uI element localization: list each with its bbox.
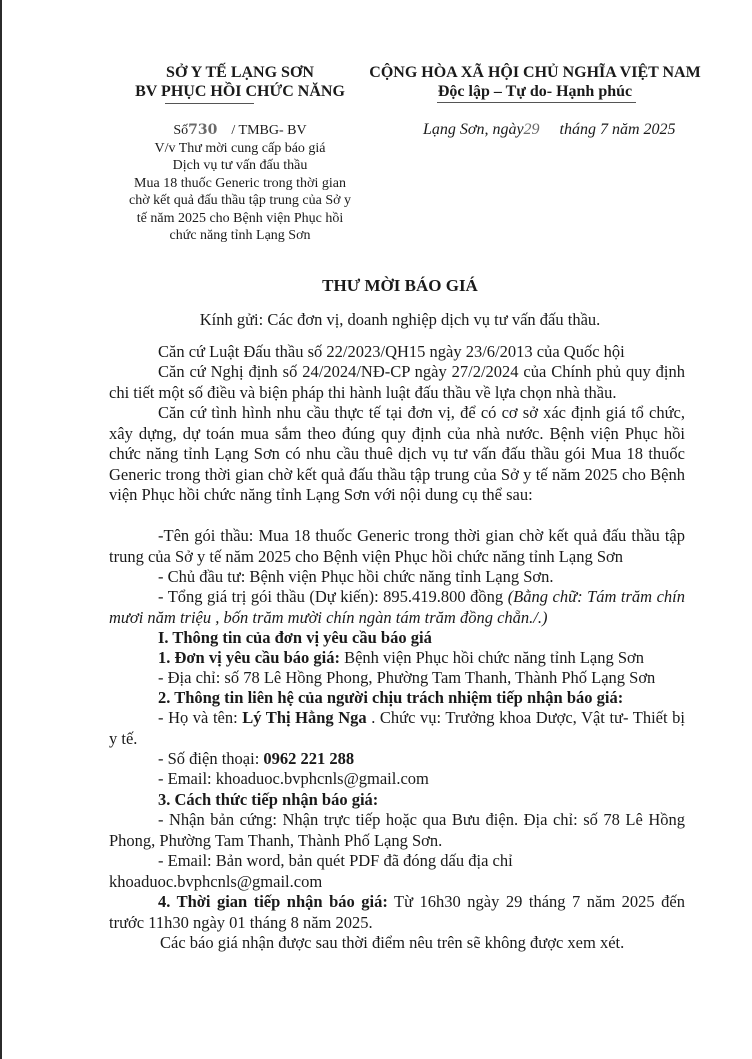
phone-prefix: - Số điện thoại: bbox=[158, 749, 264, 768]
subject-line: chờ kết quả đấu thầu tập trung của Sở y bbox=[128, 193, 352, 208]
unit-address: - Địa chỉ: số 78 Lê Hồng Phong, Phường Tam Thanh, Thành Phố Lạng Sơn bbox=[158, 668, 656, 687]
subject-line: Dịch vụ tư vấn đấu thầu bbox=[172, 158, 308, 173]
item1-value: Bệnh viện Phục hồi chức năng tỉnh Lạng Sơn bbox=[339, 648, 645, 667]
basis-need: Căn cứ tình hình nhu cầu thực tế tại đơn vị, để có cơ sở xác định giá tổ chức, xây dựng, dự toán mua sắm theo đúng quy định của nhà nước. Bệnh viện Phục hồi chức năng tỉnh Lạng Sơn có nhu cầu thuê dịch vụ tư vấn đấu thầu gói Mua 18 thuốc Generic trong thời gian chờ kết quả đấu thầu tập trung của Sở y tế năm 2025 cho Bệnh viện Phục hồi chức năng tỉnh Lạng Sơn với nội dung cụ thể sau: bbox=[109, 403, 685, 504]
document-reference bbox=[100, 122, 380, 245]
item1-label: 1. Đơn vị yêu cầu báo giá: bbox=[158, 648, 340, 667]
package-name: -Tên gói thầu: Mua 18 thuốc Generic trong thời gian chờ kết quả đấu thầu tập trung của Sở y tế năm 2025 cho Bệnh viện Phục hồi chức năng tỉnh Lạng Sơn bbox=[109, 526, 685, 566]
document-number-line bbox=[100, 122, 380, 140]
greeting: Kính gửi: Các đơn vị, doanh nghiệp dịch vụ tư vấn đấu thầu. bbox=[199, 310, 601, 329]
package-investor: - Chủ đầu tư: Bệnh viện Phục hồi chức năng tỉnh Lạng Sơn. bbox=[158, 567, 554, 586]
contact-email: - Email: khoaduoc.bvphcnls@gmail.com bbox=[158, 769, 429, 788]
header-right-underline bbox=[437, 102, 636, 103]
national-motto: Độc lập – Tự do- Hạnh phúc bbox=[437, 83, 633, 100]
date-day: 29 bbox=[523, 121, 540, 138]
doc-number-prefix: Số bbox=[173, 123, 189, 138]
subject-line: tế năm 2025 cho Bệnh viện Phục hồi bbox=[136, 210, 344, 226]
subject-line: chức năng tỉnh Lạng Sơn bbox=[169, 228, 311, 243]
package-value-number: - Tổng giá trị gói thầu (Dự kiến): 895.419.800 đồng bbox=[158, 587, 508, 606]
late-note: Các báo giá nhận được sau thời điểm nêu trên sẽ không được xem xét. bbox=[160, 933, 625, 952]
hospital-name: BV PHỤC HỒI CHỨC NĂNG bbox=[135, 83, 345, 100]
basis-law: Căn cứ Luật Đấu thầu số 22/2023/QH15 ngày 23/6/2013 của Quốc hội bbox=[158, 342, 625, 361]
contact-phone bbox=[158, 749, 354, 769]
national-title: CỘNG HÒA XÃ HỘI CHỦ NGHĨA VIỆT NAM bbox=[369, 64, 701, 81]
receipt-hardcopy: - Nhận bản cứng: Nhận trực tiếp hoặc qua Bưu điện. Địa chỉ: số 78 Lê Hồng Phong, Phường Tam Thanh, Thành Phố Lạng Sơn. bbox=[109, 810, 685, 850]
package-value-words: (Bằng chữ: Tám trăm chín mươi năm triệu , bốn trăm mười chín ngàn tám trăm đồng chẵn./.) bbox=[109, 587, 685, 627]
phone-number: 0962 221 288 bbox=[263, 749, 355, 768]
contact-heading: 2. Thông tin liên hệ của người chịu trách nhiệm tiếp nhận báo giá: bbox=[158, 688, 624, 707]
document-title: THƯ MỜI BÁO GIÁ bbox=[322, 276, 478, 295]
package-value bbox=[109, 587, 685, 628]
item4-label: 4. Thời gian tiếp nhận báo giá: bbox=[158, 892, 388, 911]
page-edge bbox=[0, 0, 2, 1059]
contact-person bbox=[109, 708, 685, 749]
subject-line: V/v Thư mời cung cấp báo giá bbox=[154, 140, 326, 156]
doc-number: 730 bbox=[188, 122, 218, 138]
date-rest: tháng 7 năm 2025 bbox=[559, 121, 676, 138]
receipt-method-heading: 3. Cách thức tiếp nhận báo giá: bbox=[158, 790, 379, 809]
basis-decree: Căn cứ Nghị định số 24/2024/NĐ-CP ngày 27/2/2024 của Chính phủ quy định chi tiết một số điều và biện pháp thi hành luật đấu thầu về lựa chọn nhà thầu. bbox=[109, 362, 685, 402]
receipt-time bbox=[109, 892, 685, 933]
section-heading: I. Thông tin của đơn vị yêu cầu báo giá bbox=[158, 628, 432, 647]
contact-position: . Chức vụ: Trưởng khoa Dược, Vật tư- Thiết bị y tế. bbox=[109, 708, 685, 748]
requesting-unit bbox=[158, 648, 644, 668]
document-date bbox=[423, 121, 676, 139]
date-prefix: Lạng Sơn, ngày bbox=[423, 121, 524, 138]
name-prefix: - Họ và tên: bbox=[158, 708, 243, 727]
item4-value: Từ 16h30 ngày 29 tháng 7 năm 2025 đến trước 11h30 ngày 01 tháng 8 năm 2025. bbox=[109, 892, 686, 932]
header-left-underline bbox=[165, 103, 254, 104]
receipt-email: - Email: Bản word, bản quét PDF đã đóng dấu địa chỉ khoaduoc.bvphcnls@gmail.com bbox=[109, 851, 513, 891]
doc-number-suffix: / TMBG- BV bbox=[231, 123, 307, 138]
agency-name: SỞ Y TẾ LẠNG SƠN bbox=[166, 64, 314, 81]
contact-name: Lý Thị Hằng Nga bbox=[242, 708, 367, 727]
subject-line: Mua 18 thuốc Generic trong thời gian bbox=[134, 175, 346, 191]
